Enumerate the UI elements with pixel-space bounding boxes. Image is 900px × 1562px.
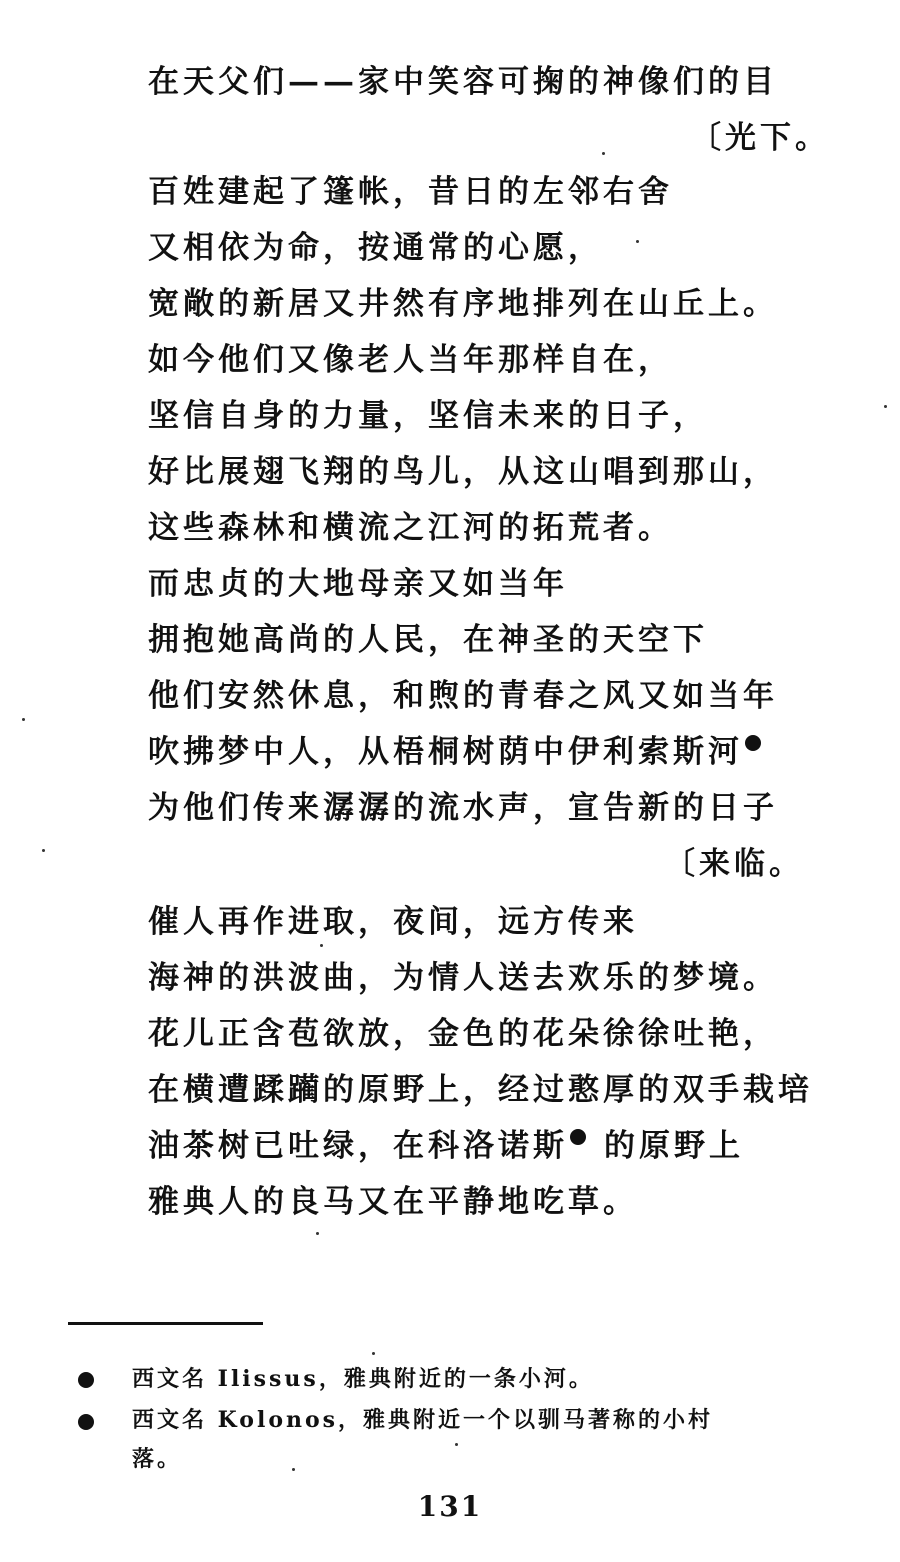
scan-speck <box>320 944 323 947</box>
footnote-1: 西文名 Ilissus，雅典附近的一条小河。 <box>132 1366 594 1392</box>
poem-line-18-text: 油茶树已吐绿，在科洛诺斯 <box>148 1128 568 1164</box>
poem-line-8: 这些森林和横流之江河的拓荒者。 <box>148 510 673 546</box>
footnote-marker-2 <box>570 1129 586 1145</box>
scan-speck <box>455 1443 458 1446</box>
poem-line-1-cont: 〔光下。 <box>690 120 830 156</box>
footnote-2: 西文名 Kolonos，雅典附近一个以驯马著称的小村 <box>132 1407 714 1433</box>
footnote-divider <box>68 1322 263 1325</box>
poem-line-3: 又相依为命，按通常的心愿， <box>148 230 603 266</box>
scan-speck <box>602 152 605 155</box>
poem-line-2: 百姓建起了篷帐，昔日的左邻右舍 <box>148 174 673 210</box>
scan-speck <box>42 849 45 852</box>
poem-line-15: 海神的洪波曲，为情人送去欢乐的梦境。 <box>148 960 778 996</box>
scan-speck <box>292 1468 295 1471</box>
scan-speck <box>22 718 25 721</box>
poem-line-14: 催人再作进取，夜间，远方传来 <box>148 904 638 940</box>
poem-line-12 <box>148 732 761 772</box>
poem-line-1: 在天父们——家中笑容可掬的神像们的目 <box>148 64 778 100</box>
footnote-2-cont: 落。 <box>132 1446 183 1472</box>
poem-line-19: 雅典人的良马又在平静地吃草。 <box>148 1184 638 1220</box>
page-number: 131 <box>417 1490 483 1523</box>
poem-line-12-text: 吹拂梦中人，从梧桐树荫中伊利索斯河 <box>148 734 743 770</box>
footnote-marker-1 <box>745 735 761 751</box>
poem-line-16: 花儿正含苞欲放，金色的花朵徐徐吐艳， <box>148 1016 778 1052</box>
poem-line-10: 拥抱她高尚的人民，在神圣的天空下 <box>148 622 708 658</box>
poem-line-17: 在横遭蹂躏的原野上，经过憨厚的双手栽培 <box>148 1072 813 1108</box>
poem-line-5: 如今他们又像老人当年那样自在， <box>148 342 673 378</box>
scan-speck <box>316 1232 319 1235</box>
poem-line-11: 他们安然休息，和煦的青春之风又如当年 <box>148 678 778 714</box>
scan-speck <box>636 240 639 243</box>
poem-line-7: 好比展翅飞翔的鸟儿，从这山唱到那山， <box>148 454 778 490</box>
poem-line-9: 而忠贞的大地母亲又如当年 <box>148 566 568 602</box>
poem-line-13-cont: 〔来临。 <box>664 846 804 882</box>
scan-speck <box>884 405 887 408</box>
poem-line-18-tail: 的原野上 <box>604 1128 744 1164</box>
footnote-bullet-2 <box>78 1414 94 1430</box>
poem-line-13: 为他们传来潺潺的流水声，宣告新的日子 <box>148 790 778 826</box>
scan-speck <box>372 1352 375 1355</box>
poem-line-18 <box>148 1126 744 1166</box>
poem-line-6: 坚信自身的力量，坚信未来的日子， <box>148 398 708 434</box>
footnote-bullet-1 <box>78 1372 94 1388</box>
poem-line-4: 宽敞的新居又井然有序地排列在山丘上。 <box>148 286 778 322</box>
